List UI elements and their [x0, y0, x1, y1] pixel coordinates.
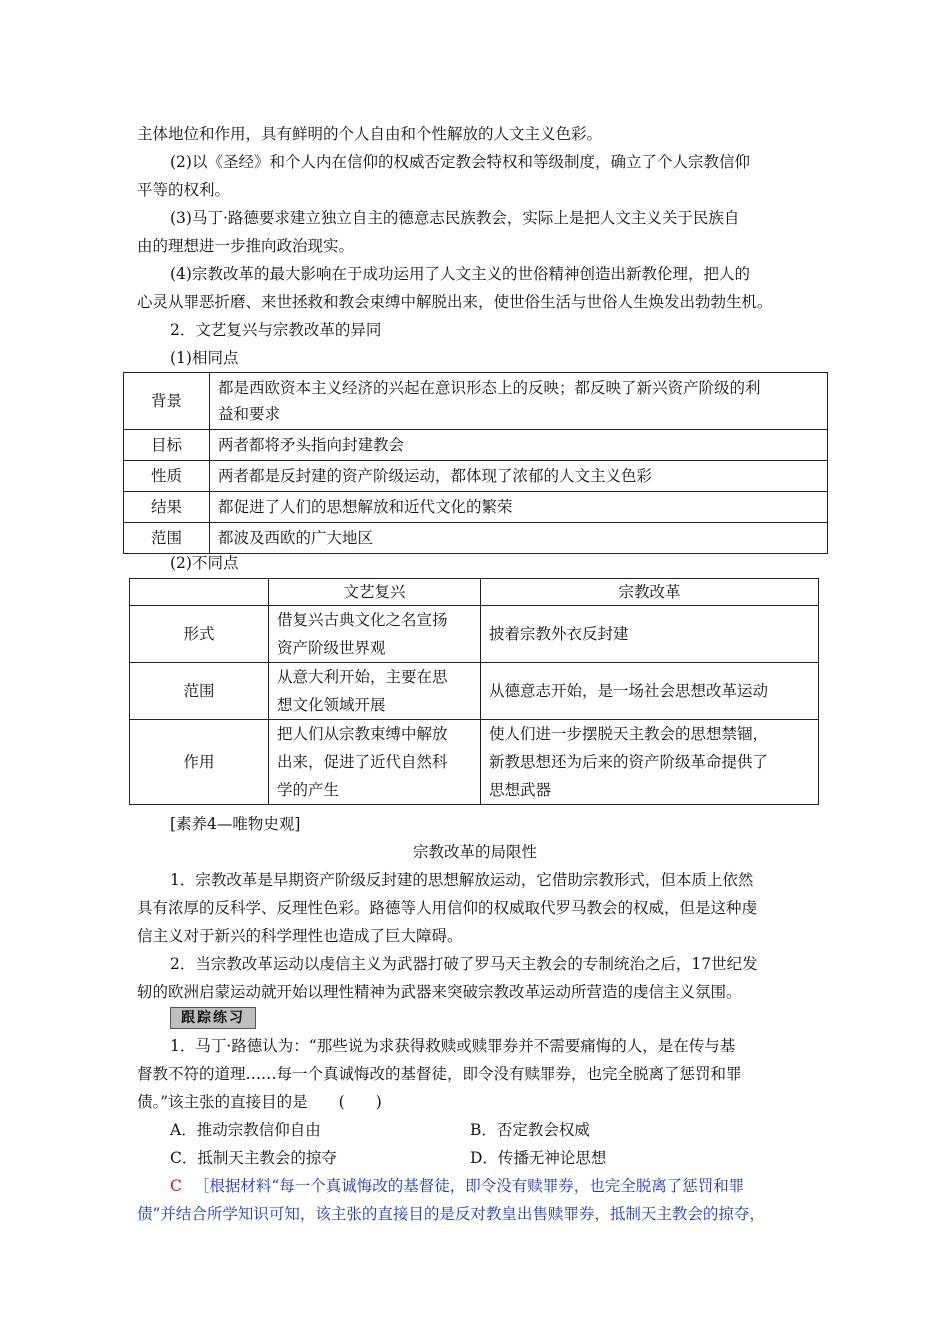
reformation-cell: 披着宗教外衣反封建: [481, 606, 819, 663]
sub-heading: (2)不同点: [170, 554, 239, 572]
table-row: [124, 523, 828, 554]
paragraph-line: 主体地位和作用，具有鲜明的个人自由和个性解放的人文主义色彩。: [137, 125, 603, 143]
renaissance-cell: 从意大利开始，主要在思 想文化领域开展: [269, 663, 481, 720]
row-label: 性质: [124, 461, 210, 492]
table-row: [130, 606, 819, 663]
renaissance-cell: 把人们从宗教束缚中解放 出来，促进了近代自然科 学的产生: [269, 720, 481, 805]
answer-line: [170, 1176, 744, 1196]
paragraph-line: 具有浓厚的反科学、反理性色彩。路德等人用信仰的权威取代罗马教会的权威，但是这种虔: [137, 899, 758, 917]
paragraph-line: 由的理想进一步推向政治现实。: [137, 237, 355, 255]
header-cell: 宗教改革: [481, 579, 819, 606]
section-title: 宗教改革的局限性: [412, 843, 537, 861]
practice-tag: 跟踪练习: [170, 1007, 256, 1029]
table-row: [124, 430, 828, 461]
reformation-cell: 从德意志开始，是一场社会思想改革运动: [481, 663, 819, 720]
differences-table: [129, 578, 819, 805]
question-line: 督教不符的道理……每一个真诚悔改的基督徒，即令没有赎罪券，也完全脱离了惩罚和罪: [137, 1065, 742, 1083]
table-row: [124, 373, 828, 430]
paragraph-line: 2．当宗教改革运动以虔信主义为武器打破了罗马天主教会的专制统治之后，17世纪发: [170, 955, 758, 973]
paragraph-line: 1．宗教改革是早期资产阶级反封建的思想解放运动，它借助宗教形式，但本质上依然: [170, 871, 754, 889]
reformation-cell: 使人们进一步摆脱天主教会的思想禁锢， 新教思想还为后来的资产阶级革命提供了 思想武器: [481, 720, 819, 805]
paragraph-line: 信主义对于新兴的科学理性也造成了巨大障碍。: [137, 927, 463, 945]
paragraph-line: (4)宗教改革的最大影响在于成功运用了人文主义的世俗精神创造出新教伦理，把人的: [170, 265, 750, 283]
answer-explanation: 债”并结合所学知识可知，该主张的直接目的是反对教皇出售赎罪券，抵制天主教会的掠夺，: [137, 1205, 765, 1223]
renaissance-cell: 借复兴古典文化之名宣扬 资产阶级世界观: [269, 606, 481, 663]
row-label: 结果: [124, 492, 210, 523]
header-cell: 文艺复兴: [269, 579, 481, 606]
row-text: 两者都是反封建的资产阶级运动，都体现了浓郁的人文主义色彩: [210, 461, 828, 492]
paragraph-line: (3)马丁·路德要求建立独立自主的德意志民族教会，实际上是把人文主义关于民族自: [170, 209, 740, 227]
answer-letter: C: [170, 1177, 182, 1195]
paragraph-line: (2)以《圣经》和个人内在信仰的权威否定教会特权和等级制度，确立了个人宗教信仰: [170, 153, 750, 171]
row-label: 作用: [130, 720, 269, 805]
row-text: 都波及西欧的广大地区: [210, 523, 828, 554]
table-row: [124, 461, 828, 492]
section-heading: 2．文艺复兴与宗教改革的异同: [170, 321, 382, 339]
suyang-label: [素养4—唯物史观]: [170, 815, 301, 833]
row-text: 都是西欧资本主义经济的兴起在意识形态上的反映；都反映了新兴资产阶级的利 益和要求: [210, 373, 828, 430]
table-row: [130, 720, 819, 805]
row-label: 范围: [124, 523, 210, 554]
option-a[interactable]: A．推动宗教信仰自由: [170, 1121, 321, 1139]
row-label: 目标: [124, 430, 210, 461]
table-row: [130, 663, 819, 720]
question-line: 债。”该主张的直接目的是 ( ): [137, 1093, 382, 1111]
paragraph-line: 心灵从罪恶折磨、来世拯救和教会束缚中解脱出来，使世俗生活与世俗人生焕发出勃勃生机。: [137, 293, 773, 311]
option-d[interactable]: D．传播无神论思想: [470, 1149, 607, 1167]
question-line: 1．马丁·路德认为：“那些说为求获得救赎或赎罪券并不需要痛悔的人，是在传与基: [170, 1037, 736, 1055]
row-label: 形式: [130, 606, 269, 663]
row-label: 范围: [130, 663, 269, 720]
option-b[interactable]: B．否定教会权威: [470, 1121, 590, 1139]
row-text: 两者都将矛头指向封建教会: [210, 430, 828, 461]
answer-explanation: ［根据材料“每一个真诚悔改的基督徒，即令没有赎罪券，也完全脱离了惩罚和罪: [193, 1177, 745, 1195]
option-c[interactable]: C．抵制天主教会的掠夺: [170, 1149, 337, 1167]
row-label: 背景: [124, 373, 210, 430]
table-header-row: [130, 579, 819, 606]
header-cell: [130, 579, 269, 606]
paragraph-line: 平等的权利。: [137, 181, 231, 199]
sub-heading: (1)相同点: [170, 349, 239, 367]
paragraph-line: 轫的欧洲启蒙运动就开始以理性精神为武器来突破宗教改革运动所营造的虔信主义氛围。: [137, 983, 742, 1001]
similarities-table: [123, 372, 828, 554]
row-text: 都促进了人们的思想解放和近代文化的繁荣: [210, 492, 828, 523]
table-row: [124, 492, 828, 523]
